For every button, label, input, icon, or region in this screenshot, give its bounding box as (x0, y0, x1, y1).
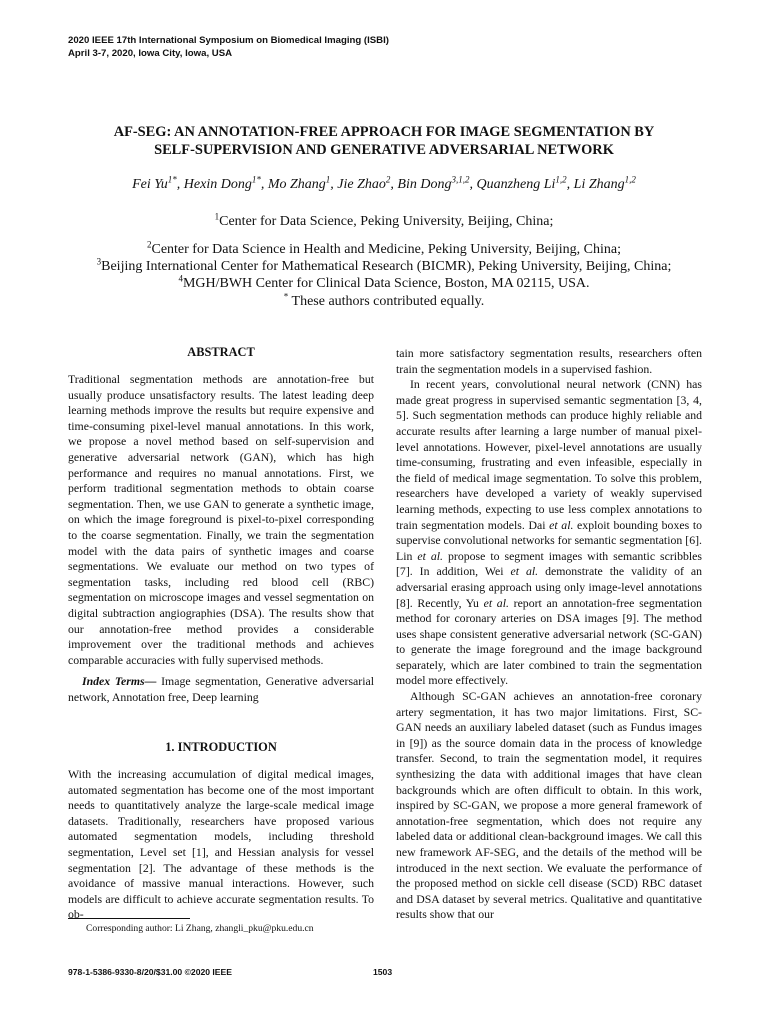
intro-paragraph-scgan: Although SC-GAN achieves an annotation-free coronary artery segmentation, it has two major limitations. First, SC-GAN needs an auxiliary labeled dataset (such as Fundus images in [9]) as the source domain data in the process of knowledge transfer. Second, to train the segmentation model, it requires synthesizing the data with additional images that have clean backgrounds which are often difficult to obtain. In this work, inspired by SC-GAN, we propose a more general framework of annotation-free segmentation, which does not require any labeled data or additional clean-background images. We call this new framework AF-SEG, and the details of the method will be introduced in the next section. We evaluate the performance of the proposed method on sickle cell disease (SCD) RBC dataset and DSA dataset by several metrics. Qualitative and quantitative results show that our (396, 689, 702, 922)
title-line-1: AF-SEG: AN ANNOTATION-FREE APPROACH FOR IMAGE SEGMENTATION BY (113, 124, 655, 140)
author-list (70, 174, 698, 193)
affiliation-text: MGH/BWH Center for Clinical Data Science, Boston, MA 02115, USA. (182, 276, 590, 291)
affiliation-1 (60, 213, 708, 230)
author-name: Hexin Dong (183, 177, 252, 192)
introduction-section (68, 740, 374, 923)
affiliation-4 (60, 275, 708, 292)
affiliation-sup: * (283, 291, 289, 302)
author-sup: 1* (167, 174, 177, 185)
affiliation-sup: 2 (146, 239, 152, 250)
author-sup: 1,2 (624, 174, 636, 185)
conference-date-location: April 3-7, 2020, Iowa City, Iowa, USA (68, 48, 233, 59)
affiliation-text: Center for Data Science in Health and Medicine, Peking University, Beijing, China; (151, 242, 622, 257)
text-run: report an annotation-free segmentation method for coronary arteries on DSA images [9]. The method uses shape consistent generative adversarial network (SC-GAN) to generate the image foreground and the image background separately, which are later combined to train the segmentation model more effectively. (396, 595, 702, 688)
title-line-2: SELF-SUPERVISION AND GENERATIVE ADVERSARIAL NETWORK (154, 142, 614, 158)
author-name: Mo Zhang (267, 177, 326, 192)
author-name: Li Zhang (573, 177, 625, 192)
author-sep: , (469, 177, 477, 192)
affiliation-sup: 4 (178, 273, 183, 284)
et-al: et al. (510, 564, 539, 579)
author-sep: , (566, 177, 574, 192)
index-terms (68, 674, 374, 705)
affiliation-sup: 1 (214, 211, 220, 222)
author-name: Fei Yu (132, 177, 168, 192)
author-name: Bin Dong (397, 177, 452, 192)
intro-paragraph-cnn (396, 377, 702, 689)
text-run: exploit bounding boxes to supervise convolutional networks for semantic segmentation [6]. Lin (396, 517, 702, 563)
author-sep: , (330, 177, 338, 192)
author-sep: , (390, 177, 398, 192)
et-al: et al. (417, 548, 443, 563)
author-sup: 1,2 (555, 174, 567, 185)
author-name: Quanzheng Li (476, 177, 556, 192)
affiliation-text: These authors contributed equally. (288, 294, 485, 309)
et-al: et al. (483, 595, 509, 610)
corresponding-author-footnote: Corresponding author: Li Zhang, zhangli_pku@pku.edu.cn (86, 923, 314, 934)
equal-contribution-note (60, 293, 708, 310)
page-number: 1503 (373, 967, 393, 977)
text-run: propose to segment images with semantic scribbles [7]. In addition, Wei (396, 548, 702, 579)
affiliation-text: Center for Data Science, Peking University, Beijing, China; (219, 214, 554, 229)
isbn-footer: 978-1-5386-9330-8/20/$31.00 ©2020 IEEE (68, 967, 233, 977)
abstract-section (68, 345, 374, 705)
et-al: et al. (549, 517, 574, 532)
affiliation-2 (60, 241, 708, 258)
abstract-heading: ABSTRACT (187, 345, 255, 359)
author-sup: 1* (251, 174, 261, 185)
introduction-heading: 1. INTRODUCTION (165, 740, 277, 754)
author-sep: , (176, 177, 184, 192)
paper-title (70, 123, 698, 159)
intro-continued-paragraph: tain more satisfactory segmentation results, researchers often train the segmentation models in a supervised fashion. (396, 346, 702, 376)
index-terms-text: Image segmentation, Generative adversarial network, Annotation free, Deep learning (68, 674, 374, 704)
conference-header (68, 34, 389, 60)
footnote-divider (68, 918, 190, 919)
affiliation-sup: 3 (96, 256, 102, 267)
introduction-text: With the increasing accumulation of digital medical images, automated segmentation has become one of the most important needs to quantitatively analyze the large-scale medical image datasets. Traditionally, researchers have proposed various automated segmentation models, including threshold segmentation, Level set [1], and Hessian analysis for vessel segmentation [2]. The advantage of these methods is the avoidance of massive manual interactions. However, such models are difficult to achieve accurate segmentation results. To ob- (68, 767, 374, 922)
author-sup: 2 (385, 174, 391, 185)
text-run: In recent years, convolutional neural network (CNN) has made great progress in supervised semantic segmentation [3, 4, 5]. Such segmentation methods can produce highly reliable and accurate results after learning a large number of manual pixel-level annotations. However, pixel-level annotations are usually time-consuming, frustrating and even infeasible, especially in the field of medical image segmentation. To solve this problem, researchers have developed a variety of weakly supervised learning methods, expecting to use less complex annotations to train segmentation models. Dai (396, 377, 702, 532)
right-column (396, 346, 702, 923)
author-sup: 1 (325, 174, 331, 185)
affiliation-text: Beijing International Center for Mathematical Research (BICMR), Peking University, Beijing, China; (101, 259, 672, 274)
abstract-text: Traditional segmentation methods are annotation-free but usually produce unsatisfactory results. The latest leading deep learning methods improve the results but require expensive and time-consuming pixel-level manual annotations. In this work, we propose a novel method based on self-supervision and generative adversarial network (GAN), which has high performance and requires no manual annotations. First, we perform traditional segmentation methods to obtain coarse segmentation. Then, we use GAN to generate a synthetic image, on which the image foreground is pixel-to-pixel corresponding to the coarse segmentation. Finally, we train the segmentation model with the data pairs of synthetic images and coarse segmentations. We evaluate our method on two types of segmentation tasks, including red blood cell (RBC) segmentation on microscope images and vessel segmentation on digital subtraction angiographies (DSA). The results show that our annotation-free method provides a considerable improvement over the traditional methods and achieves comparable accuracies with fully supervised methods. (68, 372, 374, 667)
index-terms-label: Index Terms— (82, 674, 157, 689)
author-name: Jie Zhao (337, 177, 386, 192)
author-sup: 3,1,2 (451, 174, 470, 185)
affiliation-3 (60, 258, 708, 275)
author-sep: , (260, 177, 268, 192)
text-run: demonstrate the validity of an adversarial erasing approach using only image-level annotations [8]. Recently, Yu (396, 564, 702, 610)
conference-name: 2020 IEEE 17th International Symposium on Biomedical Imaging (ISBI) (68, 35, 389, 46)
